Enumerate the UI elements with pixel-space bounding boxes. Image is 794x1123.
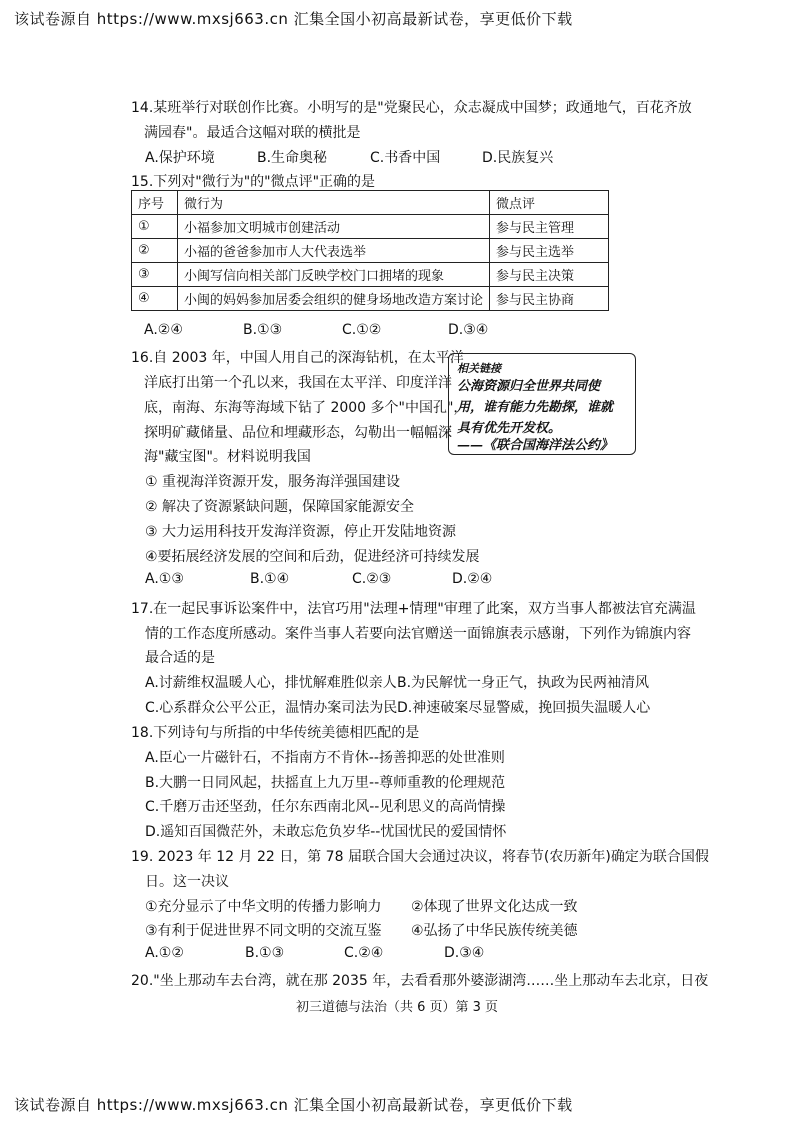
q16-option-c[interactable]: C.②③ bbox=[352, 571, 392, 587]
table-header-cell: 微行为 bbox=[177, 191, 489, 215]
q19-item-1: ①充分显示了中华文明的传播力影响力 bbox=[145, 899, 382, 915]
source-header: 该试卷源自 https://www.mxsj663.cn 汇集全国小初高最新试卷，享更低价下载 bbox=[14, 10, 573, 28]
table-cell: ④ bbox=[132, 287, 178, 311]
q15-option-b[interactable]: B.①③ bbox=[243, 322, 283, 338]
q15-options bbox=[144, 322, 488, 338]
q16-option-a[interactable]: A.①③ bbox=[145, 571, 184, 587]
page-number: 初三道德与法治（共 6 页）第 3 页 bbox=[295, 1000, 499, 1015]
q18-option-c[interactable]: C.千磨万击还坚劲，任尔东西南北风--见利思义的高尚情操 bbox=[145, 799, 506, 815]
q16-options bbox=[145, 571, 492, 587]
table-cell: 参与民主选举 bbox=[490, 239, 609, 263]
table-cell: 小福的爸爸参加市人大代表选举 bbox=[177, 239, 489, 263]
table-cell: 参与民主协商 bbox=[490, 287, 609, 311]
table-header-row bbox=[132, 191, 609, 215]
q17-stem-line3: 最合适的是 bbox=[145, 650, 215, 666]
table-cell: 参与民主决策 bbox=[490, 263, 609, 287]
q14-option-d[interactable]: D.民族复兴 bbox=[482, 150, 554, 166]
q19-options bbox=[145, 945, 484, 961]
q19-option-b[interactable]: B.①③ bbox=[245, 945, 285, 961]
q15-option-c[interactable]: C.①② bbox=[342, 322, 382, 338]
q19-item-2: ②体现了世界文化达成一致 bbox=[411, 899, 578, 915]
q14-options bbox=[145, 147, 553, 167]
q17-stem-line2: 情的工作态度所感动。案件当事人若要向法官赠送一面锦旗表示感谢，下列作为锦旗内容 bbox=[145, 626, 691, 642]
related-link-box bbox=[448, 353, 636, 455]
q17-option-b[interactable]: B.为民解忧一身正气，执政为民两袖清风 bbox=[397, 675, 650, 691]
q19-stem-line1: 19. 2023 年 12 月 22 日，第 78 届联合国大会通过决议，将春节(农历新年)确定为联合国假 bbox=[131, 849, 709, 865]
q17-option-d[interactable]: D.神速破案尽显警威，挽回损失温暖人心 bbox=[397, 700, 651, 716]
q15-stem: 15.下列对"微行为"的"微点评"正确的是 bbox=[131, 174, 376, 190]
q18-option-b[interactable]: B.大鹏一日同风起，扶摇直上九万里--尊师重教的伦理规范 bbox=[145, 775, 506, 791]
table-cell: ② bbox=[132, 239, 178, 263]
q16-stem-line4: 探明矿藏储量、品位和埋藏形态，勾勒出一幅幅深 bbox=[144, 425, 452, 441]
related-link-line: 公海资源归全世界共同使 bbox=[457, 379, 601, 394]
table-cell: 参与民主管理 bbox=[490, 215, 609, 239]
q14-stem-line2: 满园春"。最适合这幅对联的横批是 bbox=[144, 125, 361, 141]
q17-option-c[interactable]: C.心系群众公平公正，温情办案司法为民 bbox=[145, 700, 398, 716]
q19-option-d[interactable]: D.③④ bbox=[444, 945, 485, 961]
q14-stem-line1: 14.某班举行对联创作比赛。小明写的是"党聚民心，众志凝成中国梦；政通地气，百花齐放 bbox=[131, 100, 692, 116]
q16-item-2: ② 解决了资源紧缺问题，保障国家能源安全 bbox=[145, 499, 414, 515]
q16-item-1: ① 重视海洋资源开发，服务海洋强国建设 bbox=[145, 474, 400, 490]
table-cell: 小福参加文明城市创建活动 bbox=[177, 215, 489, 239]
table-row bbox=[132, 287, 609, 311]
q16-stem-line1: 16.自 2003 年，中国人用自己的深海钻机，在太平洋 bbox=[131, 350, 464, 366]
q16-item-4: ④要拓展经济发展的空间和后劲，促进经济可持续发展 bbox=[145, 549, 480, 565]
q15-option-a[interactable]: A.②④ bbox=[144, 322, 183, 338]
q15-table bbox=[131, 190, 609, 311]
q16-stem-line2: 洋底打出第一个孔以来，我国在太平洋、印度洋洋 bbox=[144, 375, 452, 391]
q17-stem-line1: 17.在一起民事诉讼案件中，法官巧用"法理+情理"审理了此案，双方当事人都被法官充满温 bbox=[131, 601, 696, 617]
q15-option-d[interactable]: D.③④ bbox=[448, 322, 489, 338]
q19-item-3: ③有利于促进世界不同文明的交流互鉴 bbox=[145, 923, 382, 939]
q14-option-a[interactable]: A.保护环境 bbox=[145, 150, 215, 166]
q18-option-d[interactable]: D.遥知百国微茫外，未敢忘危负岁华--忧国忧民的爱国情怀 bbox=[145, 824, 507, 840]
q19-option-c[interactable]: C.②④ bbox=[344, 945, 384, 961]
related-link-line: 用，谁有能力先勘探，谁就 bbox=[457, 400, 614, 415]
q20-stem-line1: 20."坐上那动车去台湾，就在那 2035 年，去看看那外婆澎湖湾……坐上那动车去北京，日夜 bbox=[131, 973, 709, 989]
related-link-title: 相关链接 bbox=[457, 362, 501, 375]
q19-stem-line2: 日。这一决议 bbox=[145, 874, 229, 890]
q16-option-d[interactable]: D.②④ bbox=[452, 571, 493, 587]
table-cell: ③ bbox=[132, 263, 178, 287]
table-header-cell: 微点评 bbox=[490, 191, 609, 215]
table-row bbox=[132, 263, 609, 287]
source-footer: 该试卷源自 https://www.mxsj663.cn 汇集全国小初高最新试卷，享更低价下载 bbox=[14, 1096, 573, 1114]
q18-stem: 18.下列诗句与所指的中华传统美德相匹配的是 bbox=[131, 725, 420, 741]
table-cell: ① bbox=[132, 215, 178, 239]
q14-option-b[interactable]: B.生命奥秘 bbox=[257, 150, 328, 166]
q14-option-c[interactable]: C.书香中国 bbox=[370, 150, 441, 166]
table-header-cell: 序号 bbox=[132, 191, 178, 215]
q16-stem-line5: 海"藏宝图"。材料说明我国 bbox=[144, 449, 311, 465]
q17-option-a[interactable]: A.讨薪维权温暖人心，排忧解难胜似亲人 bbox=[145, 675, 397, 691]
q16-item-3: ③ 大力运用科技开发海洋资源，停止开发陆地资源 bbox=[145, 524, 456, 540]
table-cell: 小闽的妈妈参加居委会组织的健身场地改造方案讨论 bbox=[177, 287, 489, 311]
table-cell: 小闽写信向相关部门反映学校门口拥堵的现象 bbox=[177, 263, 489, 287]
related-link-line: 具有优先开发权。 bbox=[457, 421, 562, 436]
q16-option-b[interactable]: B.①④ bbox=[250, 571, 290, 587]
q19-option-a[interactable]: A.①② bbox=[145, 945, 184, 961]
table-row bbox=[132, 239, 609, 263]
related-link-source: ——《联合国海洋法公约》 bbox=[457, 438, 614, 453]
q16-stem-line3: 底，南海、东海等海域下钻了 2000 多个"中国孔"， bbox=[144, 400, 468, 416]
q18-option-a[interactable]: A.臣心一片磁针石，不指南方不肯休--扬善抑恶的处世准则 bbox=[145, 750, 505, 766]
table-row bbox=[132, 215, 609, 239]
q19-item-4: ④弘扬了中华民族传统美德 bbox=[411, 923, 578, 939]
